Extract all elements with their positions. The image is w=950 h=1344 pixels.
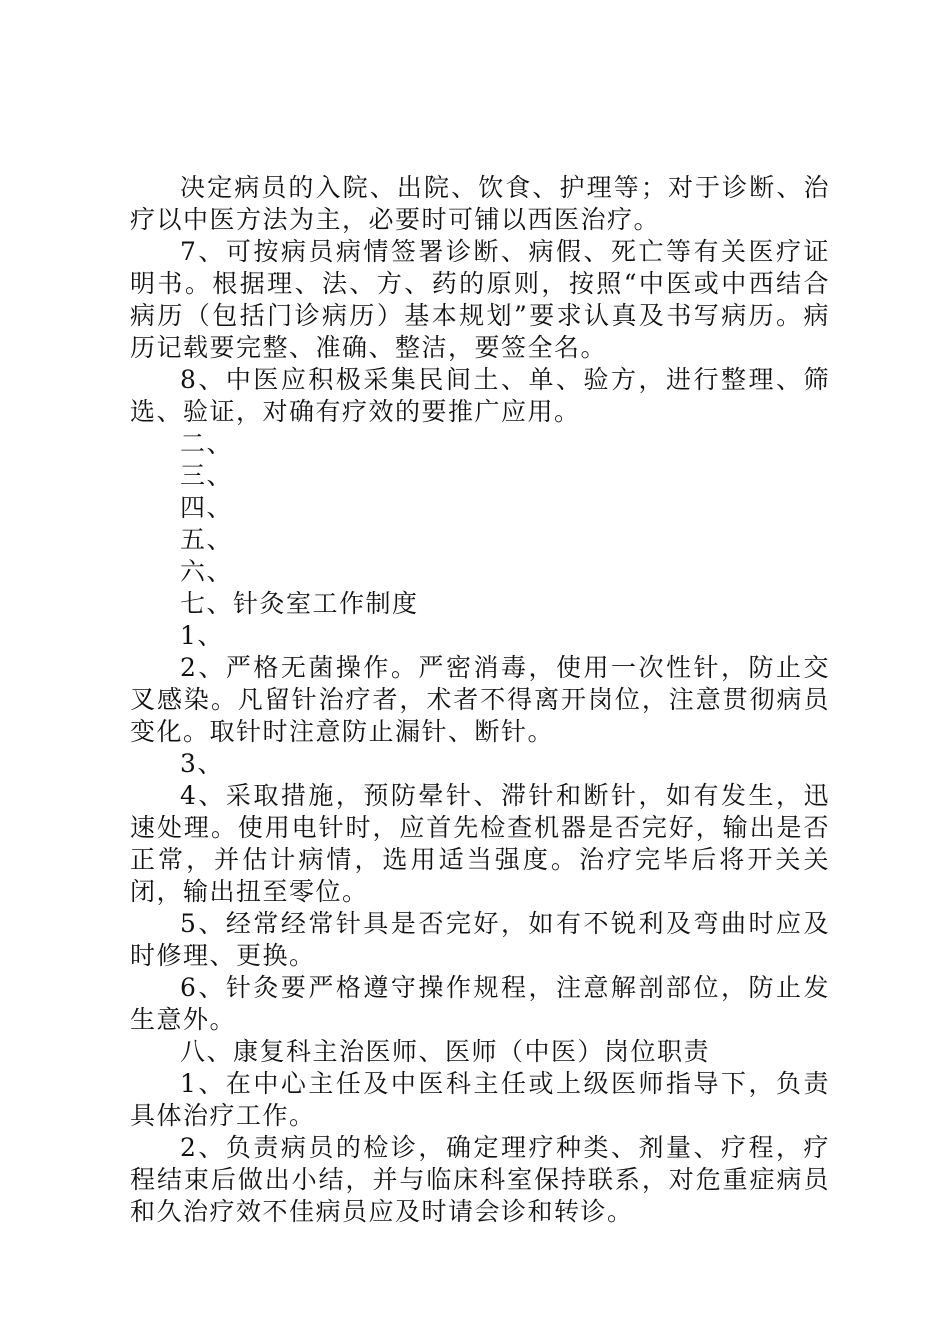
acupuncture-item-5-needle-check: 5、经常经常针具是否完好，如有不锐利及弯曲时应及时修理、更换。 (130, 909, 830, 970)
document-body (130, 172, 830, 1228)
section-heading-5: 五、 (180, 525, 234, 554)
acupuncture-item-1: 1、 (180, 621, 224, 650)
section-heading-3: 三、 (180, 461, 234, 490)
acupuncture-item-2-aseptic: 2、严格无菌操作。严密消毒，使用一次性针，防止交叉感染。凡留针治疗者，术者不得离开岗位，注意贯彻病员变化。取针时注意防止漏针、断针。 (130, 653, 830, 746)
rehab-item-2: 2、负责病员的检诊，确定理疗种类、剂量、疗程，疗程结束后做出小结，并与临床科室保持联系，对危重症病员和久治疗效不佳病员应及时请会诊和转诊。 (130, 1133, 830, 1226)
section-heading-6: 六、 (180, 557, 234, 586)
section-heading-4: 四、 (180, 493, 234, 522)
section-heading-7-acupuncture-rules: 七、针灸室工作制度 (180, 589, 419, 618)
paragraph-admission-treatment: 决定病员的入院、出院、饮食、护理等；对于诊断、治疗以中医方法为主，必要时可铺以西医治疗。 (130, 173, 830, 234)
acupuncture-item-3: 3、 (180, 749, 224, 778)
acupuncture-item-4-precautions: 4、采取措施，预防晕针、滞针和断针，如有发生，迅速处理。使用电针时，应首先检查机器是否完好，输出是否正常，并估计病情，选用适当强度。治疗完毕后将开关关闭，输出扭至零位。 (130, 781, 830, 906)
acupuncture-item-6-procedure: 6、针灸要严格遵守操作规程，注意解剖部位，防止发生意外。 (130, 973, 830, 1034)
section-heading-2: 二、 (180, 429, 234, 458)
paragraph-item-8-folk-remedies: 8、中医应积极采集民间土、单、验方，进行整理、筛选、验证，对确有疗效的要推广应用。 (130, 365, 830, 426)
paragraph-item-7-medical-records: 7、可按病员病情签署诊断、病假、死亡等有关医疗证明书。根据理、法、方、药的原则，按照“中医或中西结合病历（包括门诊病历）基本规划”要求认真及书写病历。病历记载要完整、准确、整洁，要签全名。 (130, 237, 830, 362)
rehab-item-1: 1、在中心主任及中医科主任或上级医师指导下，负责具体治疗工作。 (130, 1069, 830, 1130)
section-heading-8-rehab-physician: 八、康复科主治医师、医师（中医）岗位职责 (180, 1037, 711, 1066)
